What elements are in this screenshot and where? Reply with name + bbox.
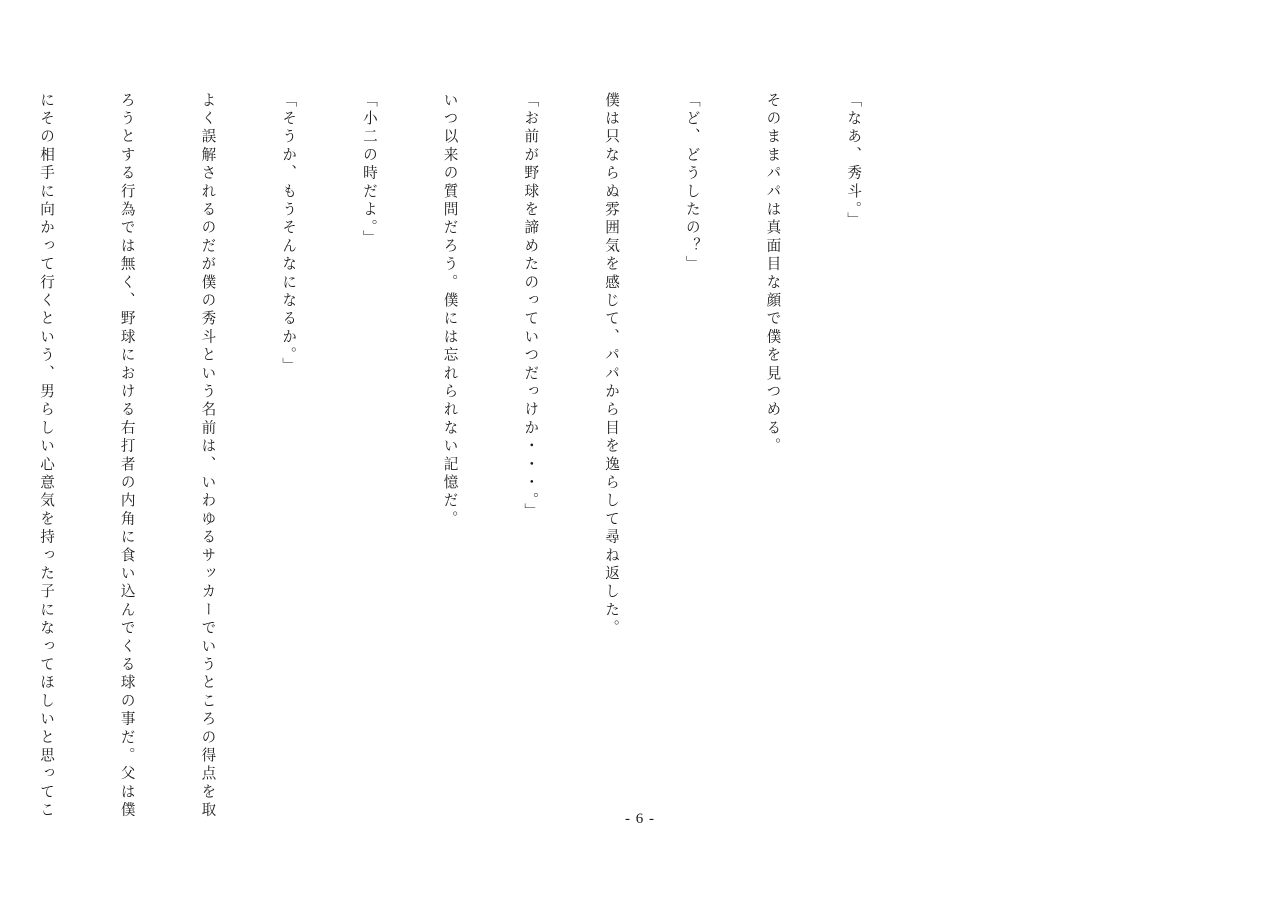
text-line: 「なあ、秀斗。」: [845, 92, 863, 231]
text-line: ろうとする行為では無く、野球における右打者の内角に食い込んでくる球の事だ。父は僕: [118, 92, 136, 820]
text-line: 「お前が野球を諦めたのっていつだっけか・・・。」: [522, 92, 540, 522]
text-line: よく誤解されるのだが僕の秀斗という名前は、いわゆるサッカーでいうところの得点を取: [199, 92, 217, 820]
vertical-text-body: [38, 92, 920, 820]
text-line: そのままパパは真面目な顔で僕を見つめる。: [764, 92, 782, 456]
text-line: 「ど、どうしたの？」: [683, 92, 701, 274]
text-line: いつ以来の質問だろう。僕には忘れられない記憶だ。: [441, 92, 459, 529]
text-line: 「小二の時だよ。」: [360, 92, 378, 249]
page-number: - 6 -: [625, 811, 655, 827]
text-line: にその相手に向かって行くという、男らしい心意気を持った子になってほしいと思ってこ: [38, 92, 55, 820]
text-line: 僕は只ならぬ雰囲気を感じて、パパから目を逸らして尋ね返した。: [603, 92, 621, 638]
text-line: 「そうか、もうそんなになるか。」: [280, 92, 298, 376]
